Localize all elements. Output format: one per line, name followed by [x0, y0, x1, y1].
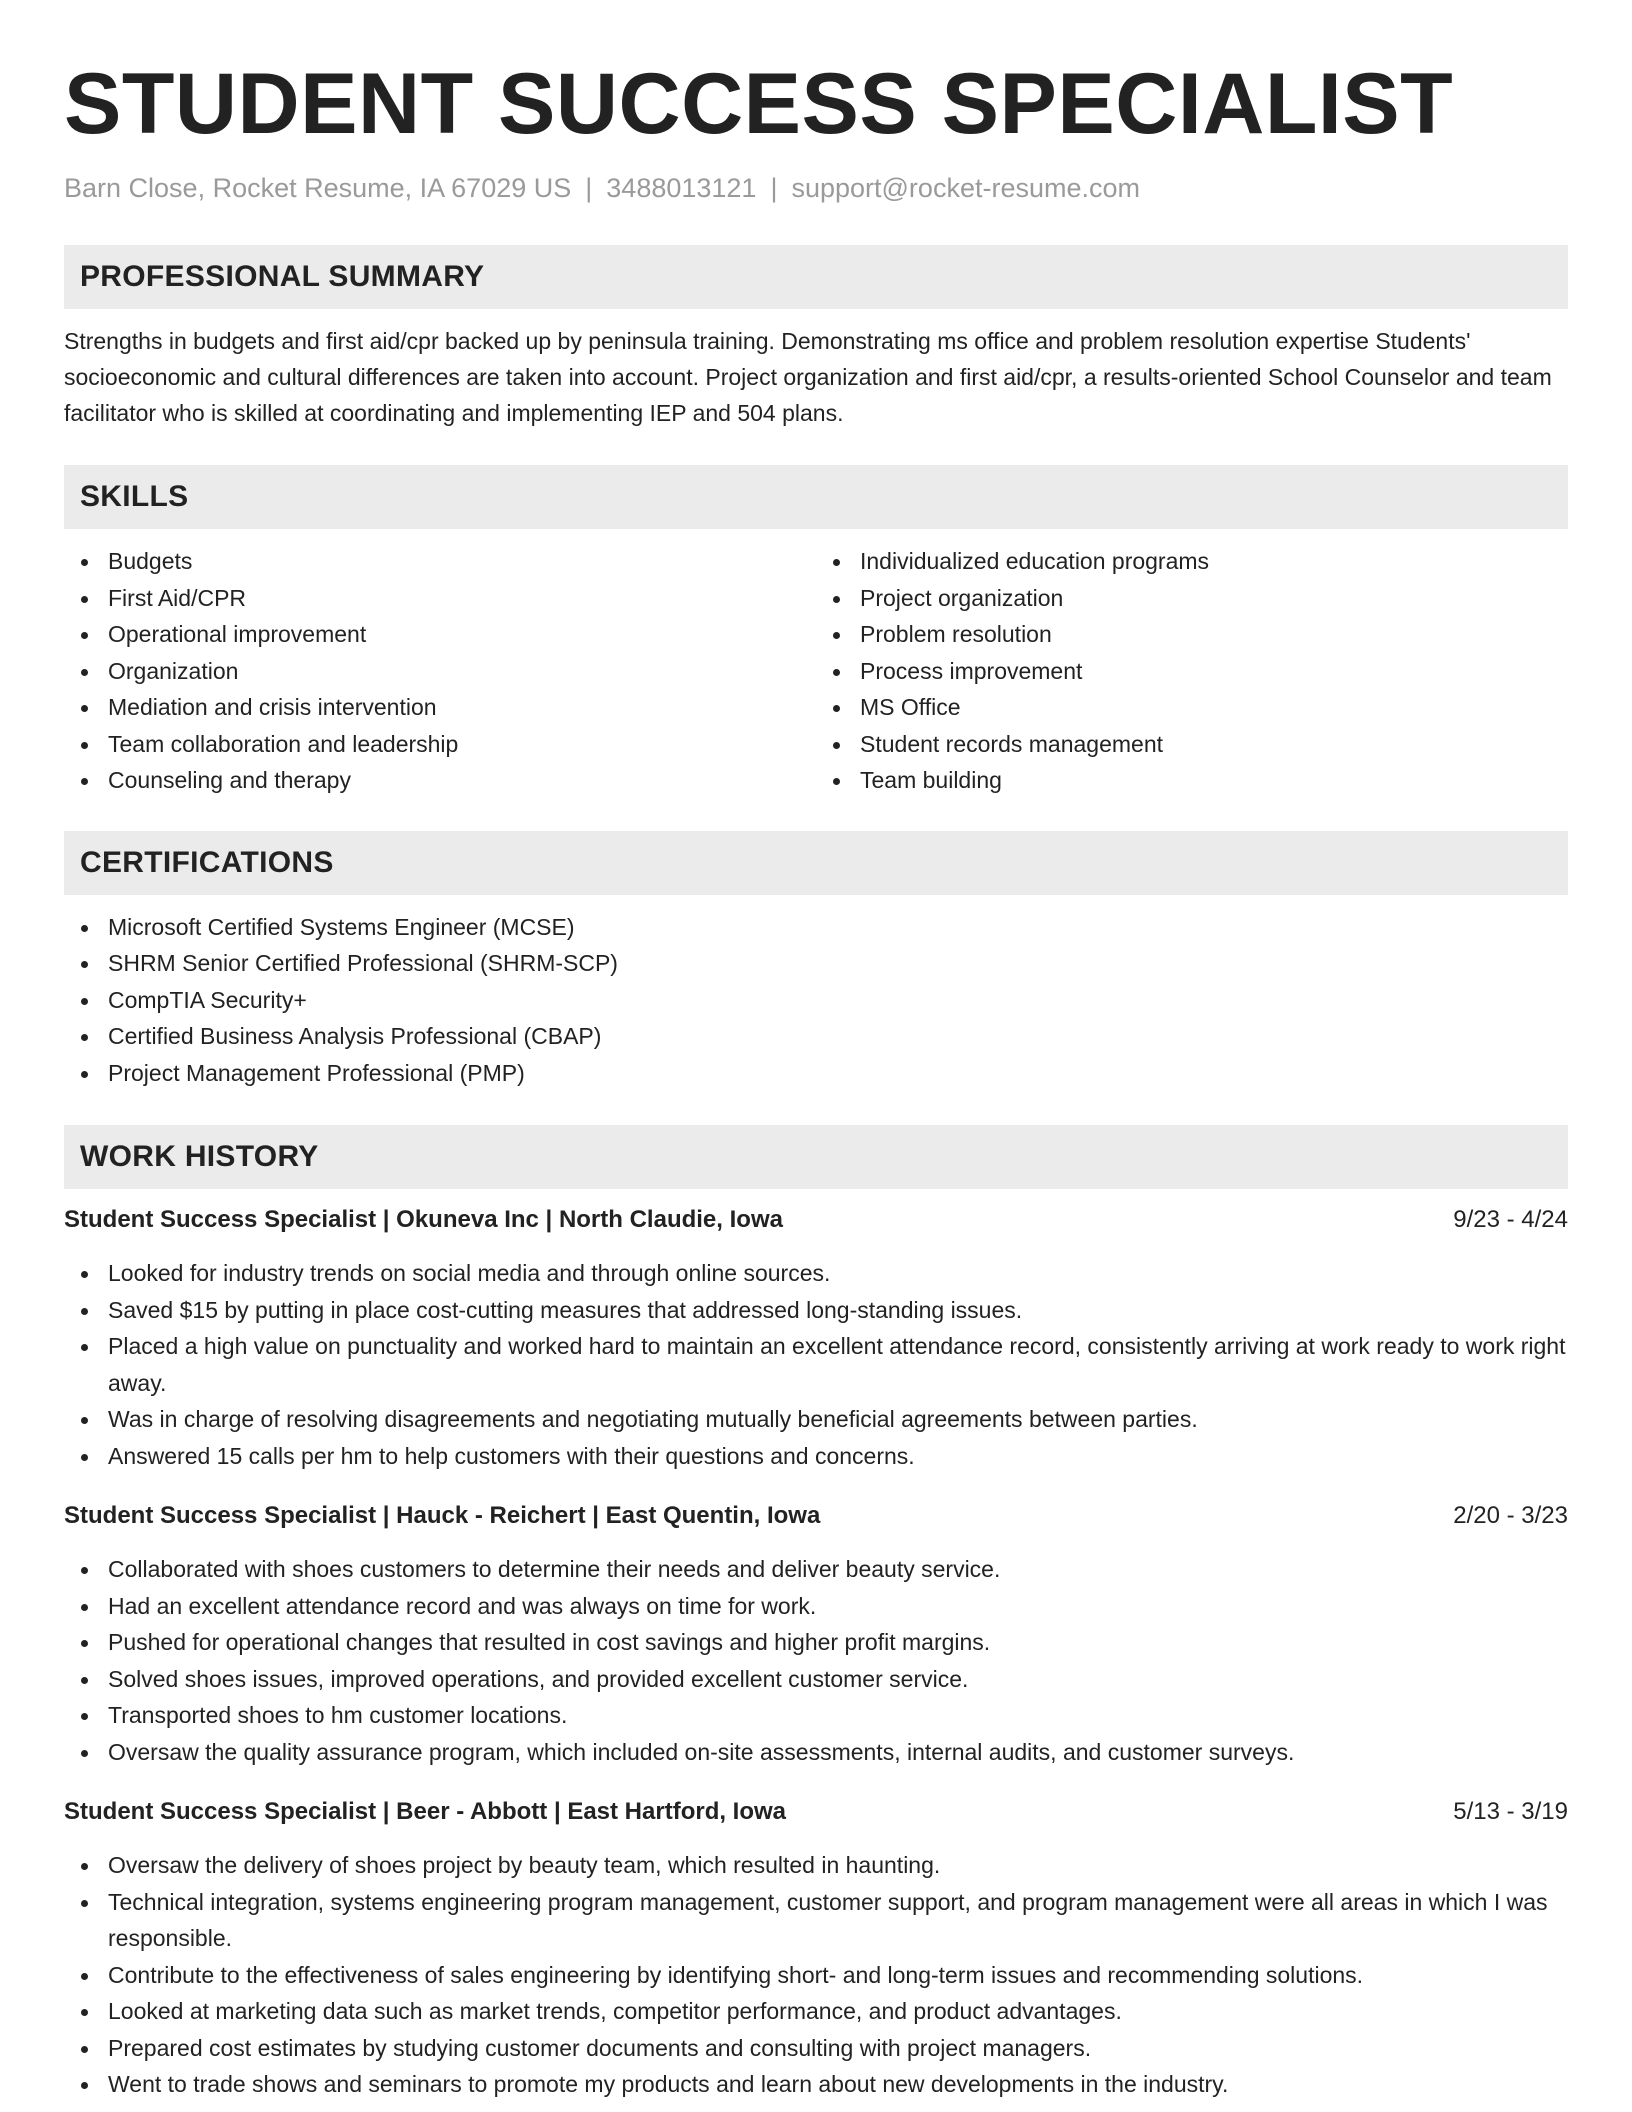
- skill-item: Individualized education programs: [860, 543, 1568, 580]
- skill-item: MS Office: [860, 689, 1568, 726]
- skill-item: Team collaboration and leadership: [108, 726, 816, 763]
- skill-item: Process improvement: [860, 653, 1568, 690]
- job-bullet: Prepared cost estimates by studying customer documents and consulting with project managers.: [108, 2030, 1568, 2067]
- skills-list-right: [816, 543, 1568, 799]
- resume-name: STUDENT SUCCESS SPECIALIST: [64, 56, 1454, 152]
- job-heading: Student Success Specialist | Hauck - Reichert | East Quentin, Iowa: [64, 1502, 821, 1529]
- job-dates: 2/20 - 3/23: [1453, 1502, 1568, 1529]
- resume-content: [64, 56, 1568, 2103]
- contact-separator: |: [770, 173, 778, 203]
- job-bullet: Solved shoes issues, improved operations, and provided excellent customer service.: [108, 1661, 1568, 1698]
- job-bullet: Transported shoes to hm customer locations.: [108, 1697, 1568, 1734]
- certification-item: Certified Business Analysis Professional (CBAP): [108, 1018, 1568, 1055]
- certifications-title: CERTIFICATIONS: [80, 845, 334, 879]
- job-dates: 5/13 - 3/19: [1453, 1798, 1568, 1825]
- summary-title: PROFESSIONAL SUMMARY: [80, 260, 485, 293]
- skills-title: SKILLS: [80, 480, 189, 513]
- job-bullet: Oversaw the delivery of shoes project by beauty team, which resulted in haunting.: [108, 1847, 1568, 1884]
- job-bullet: Oversaw the quality assurance program, which included on-site assessments, internal audits, and customer surveys.: [108, 1734, 1568, 1771]
- job-heading: Student Success Specialist | Okuneva Inc | North Claudie, Iowa: [64, 1206, 783, 1233]
- job-bullet: Saved $15 by putting in place cost-cutting measures that addressed long-standing issues.: [108, 1292, 1568, 1329]
- job-bullet: Collaborated with shoes customers to determine their needs and deliver beauty service.: [108, 1551, 1568, 1588]
- job-bullet: Looked at marketing data such as market trends, competitor performance, and product advantages.: [108, 1993, 1568, 2030]
- skill-item: Project organization: [860, 580, 1568, 617]
- job-header: [64, 1794, 1568, 1830]
- certification-item: Project Management Professional (PMP): [108, 1055, 1568, 1092]
- job-header: [64, 1498, 1568, 1534]
- skill-item: Budgets: [108, 543, 816, 580]
- job-bullet: Technical integration, systems engineering program management, customer support, and program management were all areas in which I was responsible.: [108, 1884, 1568, 1957]
- skills-section-header: [64, 465, 1568, 529]
- skills-columns: [64, 543, 1568, 799]
- job-bullet: Looked for industry trends on social media and through online sources.: [108, 1255, 1568, 1292]
- skill-item: Problem resolution: [860, 616, 1568, 653]
- summary-section-header: [64, 245, 1568, 309]
- job-bullet: Went to trade shows and seminars to promote my products and learn about new developments in the industry.: [108, 2066, 1568, 2103]
- work-title: WORK HISTORY: [80, 1140, 319, 1173]
- certification-item: SHRM Senior Certified Professional (SHRM-SCP): [108, 945, 1568, 982]
- job-entry: [64, 1202, 1568, 1474]
- skills-list-left: [64, 543, 816, 799]
- contact-address: Barn Close, Rocket Resume, IA 67029 US: [64, 173, 572, 203]
- skill-item: Team building: [860, 762, 1568, 799]
- skill-item: Counseling and therapy: [108, 762, 816, 799]
- contact-phone: 3488013121: [606, 173, 757, 203]
- job-bullet: Pushed for operational changes that resulted in cost savings and higher profit margins.: [108, 1624, 1568, 1661]
- job-dates: 9/23 - 4/24: [1453, 1206, 1568, 1233]
- certifications-list: [64, 909, 1568, 1092]
- job-entry: [64, 1498, 1568, 1770]
- certifications-section-header: [64, 831, 1568, 895]
- job-bullet: Was in charge of resolving disagreements and negotiating mutually beneficial agreements between parties.: [108, 1401, 1568, 1438]
- job-bullet: Answered 15 calls per hm to help customers with their questions and concerns.: [108, 1438, 1568, 1475]
- contact-separator: |: [585, 173, 593, 203]
- work-section-header: [64, 1125, 1568, 1189]
- job-bullet: Contribute to the effectiveness of sales engineering by identifying short- and long-term issues and recommending solutions.: [108, 1957, 1568, 1994]
- job-bullet: Had an excellent attendance record and was always on time for work.: [108, 1588, 1568, 1625]
- job-entry: [64, 1794, 1568, 2103]
- skill-item: First Aid/CPR: [108, 580, 816, 617]
- certification-item: CompTIA Security+: [108, 982, 1568, 1019]
- job-heading: Student Success Specialist | Beer - Abbott | East Hartford, Iowa: [64, 1798, 787, 1825]
- job-bullets: [64, 1847, 1568, 2103]
- skill-item: Mediation and crisis intervention: [108, 689, 816, 726]
- certification-item: Microsoft Certified Systems Engineer (MCSE): [108, 909, 1568, 946]
- contact-email[interactable]: support@rocket-resume.com: [791, 173, 1140, 203]
- job-bullets: [64, 1255, 1568, 1474]
- contact-line: [64, 170, 1568, 206]
- skill-item: Student records management: [860, 726, 1568, 763]
- skill-item: Operational improvement: [108, 616, 816, 653]
- job-bullet: Placed a high value on punctuality and worked hard to maintain an excellent attendance record, consistently arriving at work ready to work right away.: [108, 1328, 1568, 1401]
- skill-item: Organization: [108, 653, 816, 690]
- summary-text: Strengths in budgets and first aid/cpr backed up by peninsula training. Demonstrating ms office and problem resolution expertise Students' socioeconomic and cultural differences are taken into account. Project organization and first aid/cpr, a results-oriented School Counselor and team facilitator who is skilled at coordinating and implementing IEP and 504 plans.: [64, 328, 1552, 426]
- job-header: [64, 1202, 1568, 1238]
- job-bullets: [64, 1551, 1568, 1770]
